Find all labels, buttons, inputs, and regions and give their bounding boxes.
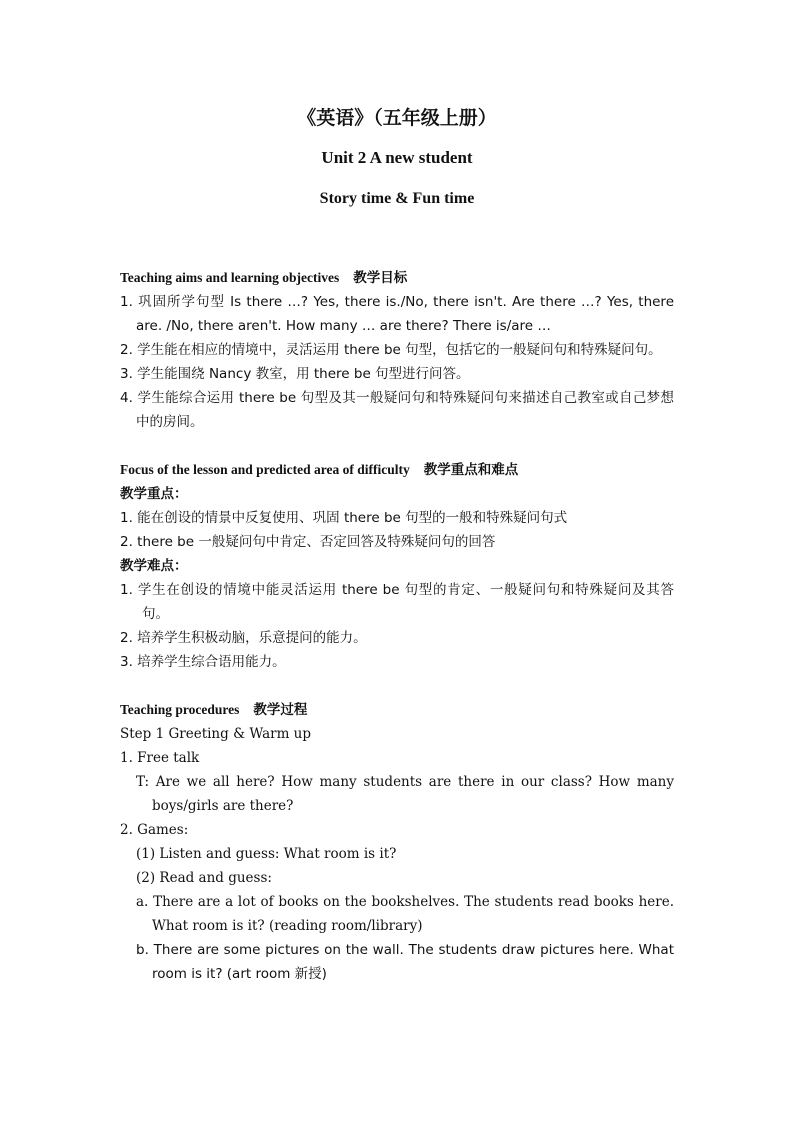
aims-item-2: 2. 学生能在相应的情境中，灵活运用 there be 句型，包括它的一般疑问句和特殊疑问句。 <box>120 342 662 358</box>
key-points-label: 教学重点： <box>120 486 188 502</box>
key-point-1: 1. 能在创设的情景中反复使用、巩固 there be 句型的一般和特殊疑问句式 <box>120 510 568 526</box>
procedures-heading: Teaching procedures 教学过程 <box>120 702 308 718</box>
difficult-point-3: 3. 培养学生综合语用能力。 <box>120 654 286 670</box>
game-2-a: a. There are a lot of books on the bookshelves. The students read books here. What room is it? (reading room/library) <box>136 894 674 934</box>
step-1: Step 1 Greeting & Warm up <box>120 726 312 742</box>
difficult-point-2: 2. 培养学生积极动脑，乐意提问的能力。 <box>120 630 367 646</box>
key-point-2: 2. there be 一般疑问句中肯定、否定回答及特殊疑问句的回答 <box>120 534 496 550</box>
lesson-title: Story time & Fun time <box>319 190 475 207</box>
aims-heading: Teaching aims and learning objectives 教学目标 <box>120 270 408 286</box>
game-2: (2) Read and guess: <box>136 870 272 886</box>
free-talk-text: T: Are we all here? How many students are there in our class? How many boys/girls are there? <box>136 774 674 814</box>
aims-item-1: 1. 巩固所学句型 Is there …? Yes, there is./No, there isn't. Are there …? Yes, there are. /No, there aren't. How many … are there? There is/are … <box>120 294 674 334</box>
focus-heading: Focus of the lesson and predicted area of difficulty 教学重点和难点 <box>120 462 519 478</box>
unit-title: Unit 2 A new student <box>321 148 473 167</box>
document-title: 《英语》（五年级上册） <box>297 107 497 129</box>
aims-item-4: 4. 学生能综合运用 there be 句型及其一般疑问句和特殊疑问句来描述自己教室或自己梦想中的房间。 <box>120 390 674 430</box>
game-2-b: b. There are some pictures on the wall. The students draw pictures here. What room is it? (art room 新授) <box>136 942 674 982</box>
document-body <box>120 266 674 986</box>
difficult-point-1: 1. 学生在创设的情境中能灵活运用 there be 句型的肯定、一般疑问句和特殊疑问及其答句。 <box>120 582 674 622</box>
aims-item-3: 3. 学生能围绕 Nancy 教室，用 there be 句型进行问答。 <box>120 366 470 382</box>
game-1: (1) Listen and guess: What room is it? <box>136 846 397 862</box>
free-talk: 1. Free talk <box>120 750 200 766</box>
difficult-points-label: 教学难点： <box>120 558 188 574</box>
games: 2. Games: <box>120 822 189 838</box>
